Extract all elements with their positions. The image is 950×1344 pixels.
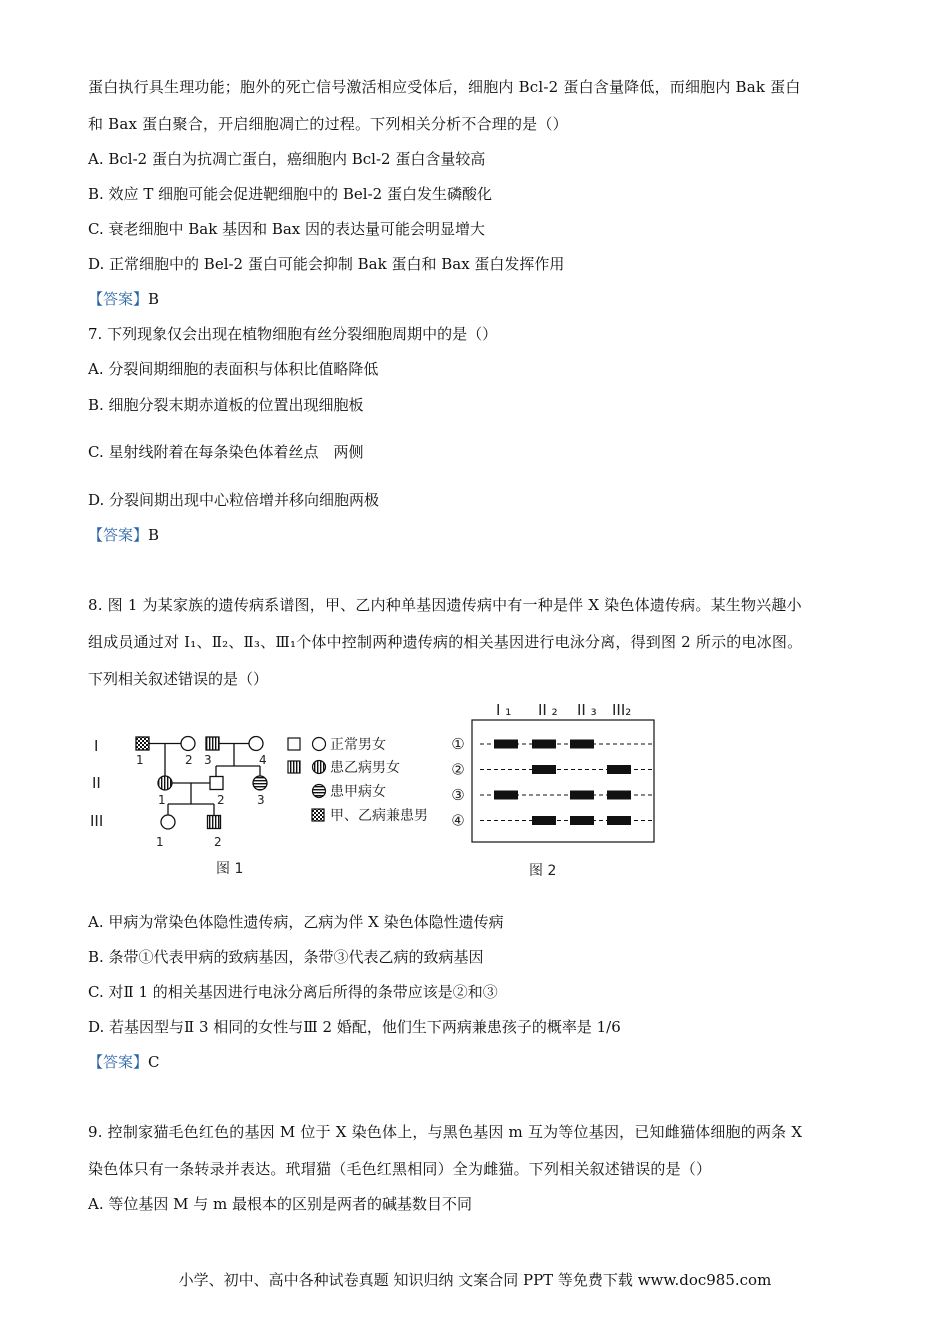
answer-label: 【答案】 <box>88 1053 149 1071</box>
legend-female-yi-icon <box>313 761 326 774</box>
q8-figures <box>86 696 666 886</box>
lane-label: II ₃ <box>577 701 597 719</box>
q8-stem-line-3: 下列相关叙述错误的是（） <box>88 670 269 688</box>
pedigree-number: 3 <box>204 753 212 767</box>
pedigree-female-yi-affected <box>158 776 172 790</box>
gel-row-label: ① <box>451 735 465 753</box>
answer-label: 【答案】 <box>88 290 149 308</box>
gel-band <box>607 791 631 800</box>
legend-label: 正常男女 <box>330 737 386 753</box>
q8-answer <box>88 1052 160 1072</box>
gel-band <box>532 816 556 825</box>
answer-value: C <box>148 1053 160 1071</box>
pedigree-number: 1 <box>136 753 144 767</box>
pedigree-female-normal <box>161 815 175 829</box>
pedigree-number: 4 <box>259 753 267 767</box>
q8-option-a: A. 甲病为常染色体隐性遗传病，乙病为伴 X 染色体隐性遗传病 <box>88 913 504 931</box>
q7-stem: 7. 下列现象仅会出现在植物细胞有丝分裂细胞周期中的是（） <box>88 325 498 343</box>
q6-answer <box>88 289 159 309</box>
q8-option-c: C. 对Ⅱ 1 的相关基因进行电泳分离后所得的条带应该是②和③ <box>88 983 498 1001</box>
q6-stem-line-2: 和 Bax 蛋白聚合，开启细胞凋亡的过程。下列相关分析不合理的是（） <box>88 115 568 133</box>
answer-value: B <box>148 526 160 544</box>
q6-stem-line-1: 蛋白执行具生理功能；胞外的死亡信号激活相应受体后，细胞内 Bcl-2 蛋白含量降低，而细胞内 Bak 蛋白 <box>88 78 801 96</box>
pedigree-number: 2 <box>214 835 222 849</box>
generation-label: II <box>92 774 101 792</box>
figure2-caption: 图 2 <box>529 863 557 879</box>
q6-option-a: A. Bcl-2 蛋白为抗凋亡蛋白，癌细胞内 Bcl-2 蛋白含量较高 <box>88 150 486 168</box>
q7-answer <box>88 525 159 545</box>
legend-male-normal-icon <box>288 738 300 750</box>
pedigree-number: 1 <box>156 835 164 849</box>
legend-female-normal-icon <box>313 738 326 751</box>
pedigree-male-both-affected <box>136 737 149 750</box>
gel-band <box>570 816 594 825</box>
legend-label: 甲、乙病兼患男 <box>330 808 428 824</box>
gel-band <box>494 791 518 800</box>
q6-option-b: B. 效应 T 细胞可能会促进靶细胞中的 Bel-2 蛋白发生磷酸化 <box>88 185 492 203</box>
q7-option-a: A. 分裂间期细胞的表面积与体积比值略降低 <box>88 360 379 378</box>
pedigree-male-yi-affected <box>208 816 221 829</box>
q8-stem-line-1: 8. 图 1 为某家族的遗传病系谱图，甲、乙内种单基因遗传病中有一种是伴 X 染色体遗传病。某生物兴趣小 <box>88 596 802 614</box>
electrophoresis-chart <box>451 701 654 879</box>
generation-label: III <box>90 812 104 830</box>
pedigree-female-jia-affected <box>253 776 267 790</box>
gel-band <box>532 765 556 774</box>
gel-band <box>570 791 594 800</box>
q9-option-a: A. 等位基因 M 与 m 最根本的区别是两者的碱基数目不同 <box>88 1195 473 1213</box>
q9-stem-line-2: 染色体只有一条转录并表达。玳瑁猫（毛色红黑相同）全为雌猫。下列相关叙述错误的是（） <box>88 1160 712 1178</box>
gel-band <box>607 765 631 774</box>
pedigree-number: 3 <box>257 793 265 807</box>
pedigree-legend <box>288 736 428 824</box>
lane-label: I ₁ <box>496 701 512 719</box>
legend-label: 患乙病男女 <box>330 760 400 776</box>
answer-label: 【答案】 <box>88 526 149 544</box>
generation-label: I <box>94 737 99 755</box>
q8-option-d: D. 若基因型与Ⅱ 3 相同的女性与Ⅲ 2 婚配，他们生下两病兼患孩子的概率是 1/6 <box>88 1018 621 1036</box>
q6-option-c: C. 衰老细胞中 Bak 基因和 Bax 因的表达量可能会明显增大 <box>88 220 486 238</box>
legend-label: 患甲病女 <box>330 784 386 800</box>
gel-row-label: ④ <box>451 811 465 830</box>
page-footer: 小学、初中、高中各种试卷真题 知识归纳 文案合同 PPT 等免费下载 www.doc985.com <box>178 1271 772 1289</box>
q8-stem-line-2: 组成员通过对 I₁、Ⅱ₂、Ⅱ₃、Ⅲ₁个体中控制两种遗传病的相关基因进行电泳分离，得到图 2 所示的电冰图。 <box>88 633 803 651</box>
gel-row-label: ③ <box>451 786 465 804</box>
legend-male-yi-icon <box>288 761 300 773</box>
pedigree-male-normal <box>210 777 223 790</box>
gel-band <box>532 740 556 749</box>
gel-band <box>570 740 594 749</box>
legend-male-both-icon <box>312 809 324 821</box>
q6-option-d: D. 正常细胞中的 Bel-2 蛋白可能会抑制 Bak 蛋白和 Bax 蛋白发挥作用 <box>88 255 565 273</box>
q7-option-b: B. 细胞分裂末期赤道板的位置出现细胞板 <box>88 396 364 414</box>
lane-label: III₂ <box>612 701 632 719</box>
legend-female-jia-icon <box>313 785 326 798</box>
pedigree-number: 2 <box>185 753 193 767</box>
gel-band <box>494 740 518 749</box>
pedigree-female-normal <box>181 737 195 751</box>
lane-label: II ₂ <box>538 701 558 719</box>
answer-value: B <box>148 290 160 308</box>
pedigree-chart <box>90 737 267 878</box>
gel-band <box>607 816 631 825</box>
q7-option-d: D. 分裂间期出现中心粒倍增并移向细胞两极 <box>88 491 380 509</box>
pedigree-number: 1 <box>158 793 166 807</box>
pedigree-male-yi-affected <box>206 737 219 750</box>
pedigree-number: 2 <box>217 793 225 807</box>
figure1-caption: 图 1 <box>216 861 244 877</box>
q7-option-c: C. 星射线附着在每条染色体着丝点 两侧 <box>88 443 364 461</box>
gel-row-label: ② <box>451 760 465 779</box>
q8-option-b: B. 条带①代表甲病的致病基因，条带③代表乙病的致病基因 <box>88 948 484 966</box>
q9-stem-line-1: 9. 控制家猫毛色红色的基因 M 位于 X 染色体上，与黑色基因 m 互为等位基因，已知雌猫体细胞的两条 X <box>88 1123 803 1141</box>
pedigree-female-normal <box>249 737 263 751</box>
